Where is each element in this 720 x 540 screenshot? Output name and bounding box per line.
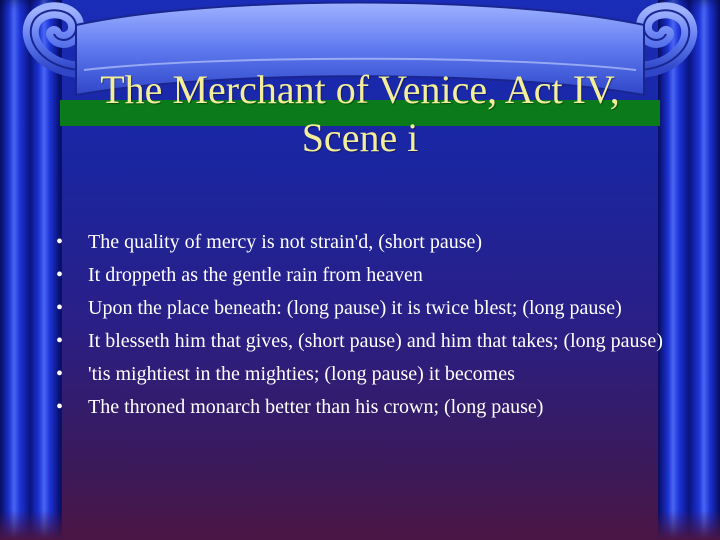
stage-floor-shadow [0,510,720,540]
bullet-text: The quality of mercy is not strain'd, (short pause) [88,231,483,253]
bullet-glyph: • [56,297,64,319]
bullet-glyph: • [56,231,64,253]
bullet-glyph: • [56,396,64,418]
list-item [56,261,666,290]
list-item [56,294,666,323]
bullet-list [56,228,666,426]
bullet-text: It droppeth as the gentle rain from heaven [88,264,423,286]
bullet-text: 'tis mightiest in the mighties; (long pause) it becomes [88,363,515,385]
bullet-text: Upon the place beneath: (long pause) it is twice blest; (long pause) [88,297,622,319]
bullet-glyph: • [56,363,64,385]
slide-title: The Merchant of Venice, Act IV, Scene i [100,67,620,160]
bullet-text: The throned monarch better than his crown; (long pause) [88,396,544,418]
list-item [56,360,666,389]
list-item [56,393,666,422]
list-item [56,327,666,356]
bullet-glyph: • [56,330,64,352]
bullet-text: It blesseth him that gives, (short pause) and him that takes; (long pause) [88,330,663,352]
list-item [56,228,666,257]
bullet-glyph: • [56,264,64,286]
